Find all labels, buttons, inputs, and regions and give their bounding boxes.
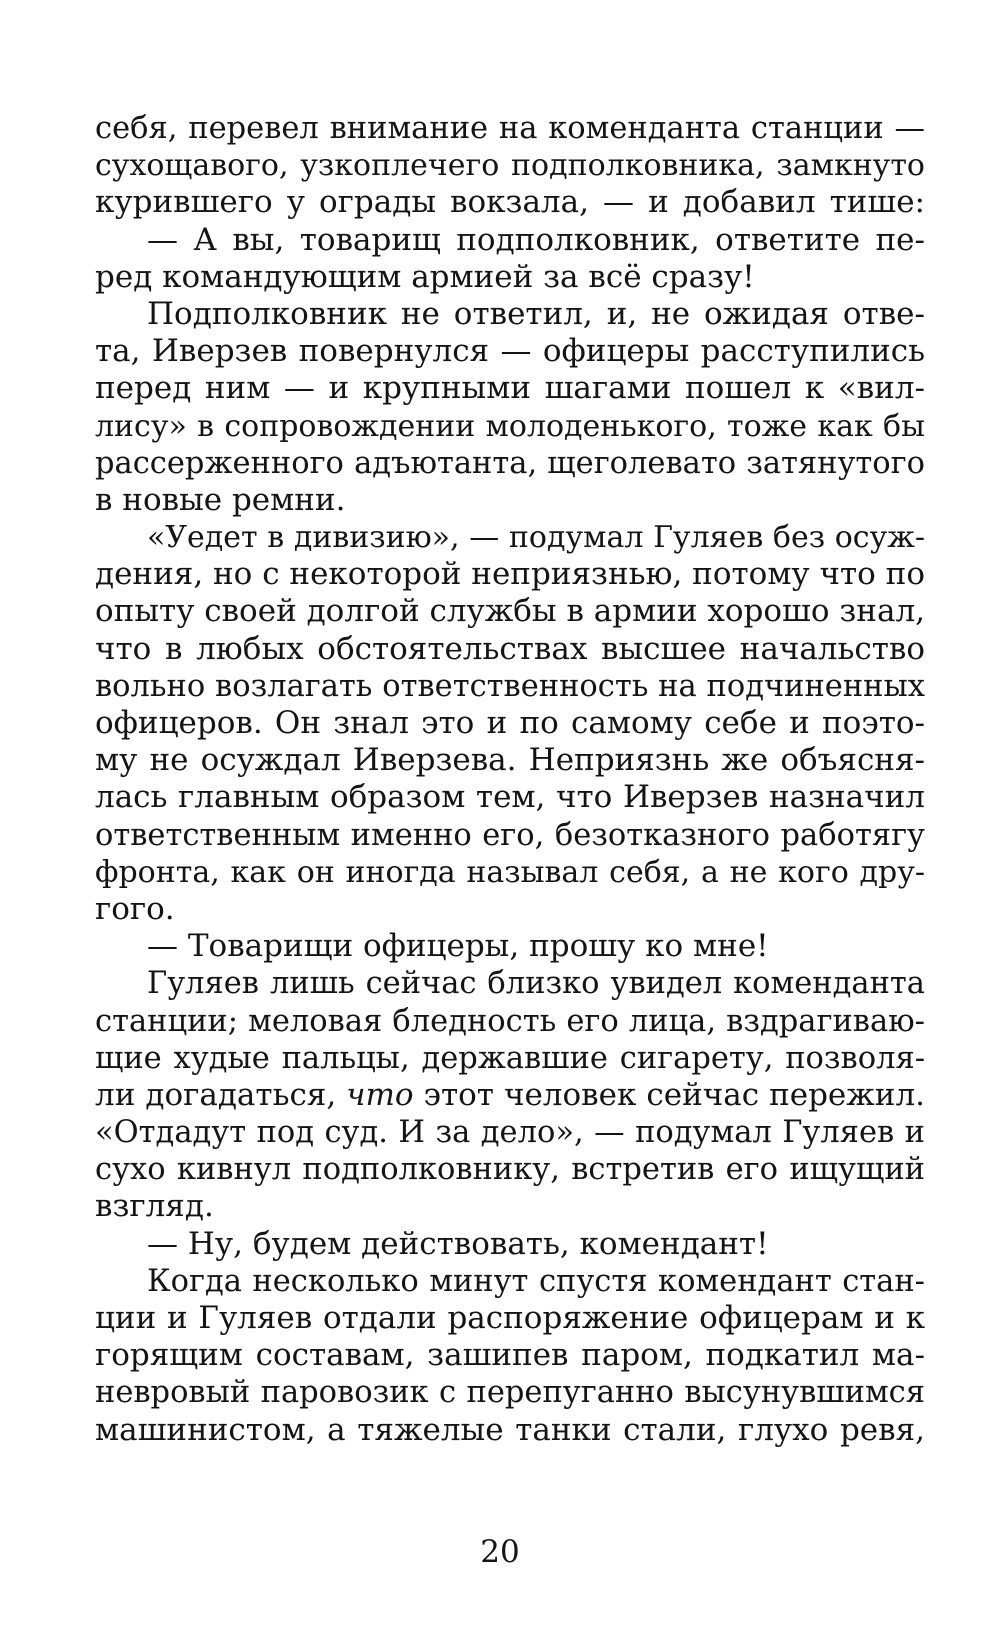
text-line: машинистом, а тяжелые танки стали, глухо ревя,: [95, 1411, 925, 1448]
text-line: в новые ремни.: [95, 481, 346, 518]
text-run: этот человек сейчас пережил.: [423, 1076, 925, 1113]
text-line: щие худые пальцы, державшие сигарету, позволя-: [95, 1040, 925, 1076]
text-line: ред командующим армией за всё сразу!: [95, 258, 755, 295]
text-line: вольно возлагать ответственность на подчиненных: [95, 668, 925, 704]
text-line: — А вы, товарищ подполковник, ответите пе-: [147, 221, 925, 258]
page-text: [95, 110, 925, 1449]
text-line: сухо кивнул подполковнику, встретив его ищущий: [95, 1152, 925, 1188]
text-run: ли догадаться,: [95, 1076, 337, 1113]
text-line: му не осуждал Иверзева. Неприязнь же объясня-: [95, 742, 925, 779]
text-line: опыту своей долгой службы в армии хорошо знал,: [95, 593, 925, 630]
text-line: перед ним — и крупными шагами пошел к «вил-: [95, 370, 925, 407]
text-line: — Товарищи офицеры, прошу ко мне!: [147, 928, 769, 965]
text-line: рассерженного адъютанта, щеголевато затянутого: [95, 445, 925, 481]
text-line: Подполковник не ответил, и, не ожидая отве-: [147, 295, 925, 332]
text-line: гого.: [95, 890, 175, 927]
text-line: «Уедет в дивизию», — подумал Гуляев без осуж-: [147, 520, 925, 556]
text-line: «Отдадут под суд. И за дело», — подумал Гуляев и: [95, 1115, 925, 1151]
text-line: ции и Гуляев отдали распоряжение офицерам и к: [95, 1300, 925, 1336]
page-number: 20: [480, 1534, 520, 1570]
italic-word: что: [346, 1076, 414, 1113]
text-line: себя, перевел внимание на коменданта станции —: [95, 111, 925, 146]
text-line: [95, 1077, 925, 1114]
text-line: станции; меловая бледность его лица, вздрагиваю-: [95, 1003, 925, 1039]
text-line: лась главным образом тем, что Иверзев назначил: [95, 779, 925, 816]
text-line: Когда несколько минут спустя комендант стан-: [147, 1263, 925, 1299]
text-line: — Ну, будем действовать, комендант!: [147, 1225, 769, 1262]
text-line: ответственным именно его, безотказного работягу: [95, 817, 925, 853]
text-line: фронта, как он иногда называл себя, а не кого дру-: [95, 854, 925, 890]
text-line: что в любых обстоятельствах высшее начальство: [95, 630, 925, 667]
text-line: горящим составам, зашипев паром, подкатил ма-: [95, 1337, 925, 1374]
text-line: Гуляев лишь сейчас близко увидел коменданта: [147, 966, 925, 1002]
text-line: та, Иверзев повернулся — офицеры расступились: [95, 333, 925, 370]
text-line: взгляд.: [95, 1188, 214, 1225]
text-line: сухощавого, узкоплечего подполковника, замкнуто: [95, 148, 925, 184]
text-line: офицеров. Он знал это и по самому себе и поэто-: [95, 705, 925, 741]
text-line: невровый паровозик с перепуганно высунувшимся: [95, 1375, 925, 1411]
text-line: курившего у ограды вокзала, — и добавил тише:: [95, 184, 925, 221]
text-line: лису» в сопровождении молоденького, тоже как бы: [95, 408, 925, 444]
text-line: дения, но с некоторой неприязнью, потому что по: [95, 556, 925, 593]
